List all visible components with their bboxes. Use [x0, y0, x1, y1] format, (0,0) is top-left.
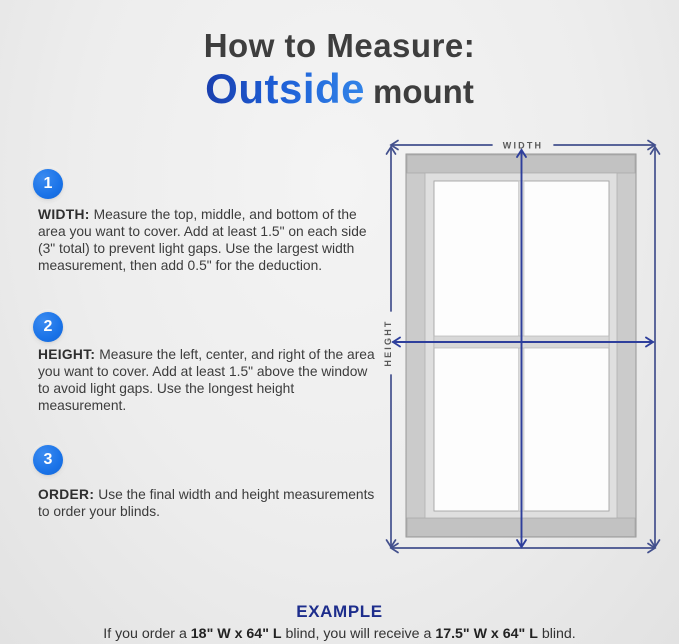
step-1-number: 1	[43, 175, 53, 192]
example-prefix: If you order a	[103, 626, 191, 642]
example-received-size: 17.5" W x 64" L	[435, 626, 538, 642]
example-ordered-size: 18" W x 64" L	[190, 626, 282, 642]
example-section	[0, 602, 679, 642]
step-3-lead: ORDER:	[38, 487, 95, 502]
step-2-body: Measure the left, center, and right of the area you want to cover. Add at least 1.5" above the window to avoid light gaps. Use the longest height measurement.	[38, 347, 375, 414]
step-1-body: Measure the top, middle, and bottom of the area you want to cover. Add at least 1.5" on each side (3" total) to prevent light gaps. Use the largest width measurement, then add 0.5" for the deduction.	[38, 207, 367, 274]
title-rest: mount	[373, 73, 474, 111]
page-title	[0, 28, 679, 112]
step-3-badge	[33, 445, 63, 475]
window-measure-diagram	[376, 128, 668, 568]
example-suffix: blind.	[537, 626, 576, 642]
title-line2	[0, 66, 679, 112]
step-1-badge	[33, 169, 63, 199]
example-sentence	[0, 626, 679, 642]
step-2-lead: HEIGHT:	[38, 347, 96, 362]
step-1-text	[38, 206, 376, 274]
step-2-badge	[33, 312, 63, 342]
example-middle: blind, you will receive a	[281, 626, 436, 642]
step-3-number: 3	[43, 451, 53, 468]
example-title: EXAMPLE	[296, 602, 383, 621]
step-3-text	[38, 486, 376, 520]
height-label: HEIGHT	[383, 319, 393, 367]
step-2-text	[38, 346, 376, 414]
step-2-number: 2	[43, 318, 53, 335]
title-accent: Outside	[205, 65, 366, 113]
step-3-body: Use the final width and height measurements to order your blinds.	[38, 487, 375, 520]
width-label: WIDTH	[502, 140, 544, 151]
title-line1: How to Measure:	[203, 27, 476, 64]
step-1-lead: WIDTH:	[38, 207, 90, 222]
